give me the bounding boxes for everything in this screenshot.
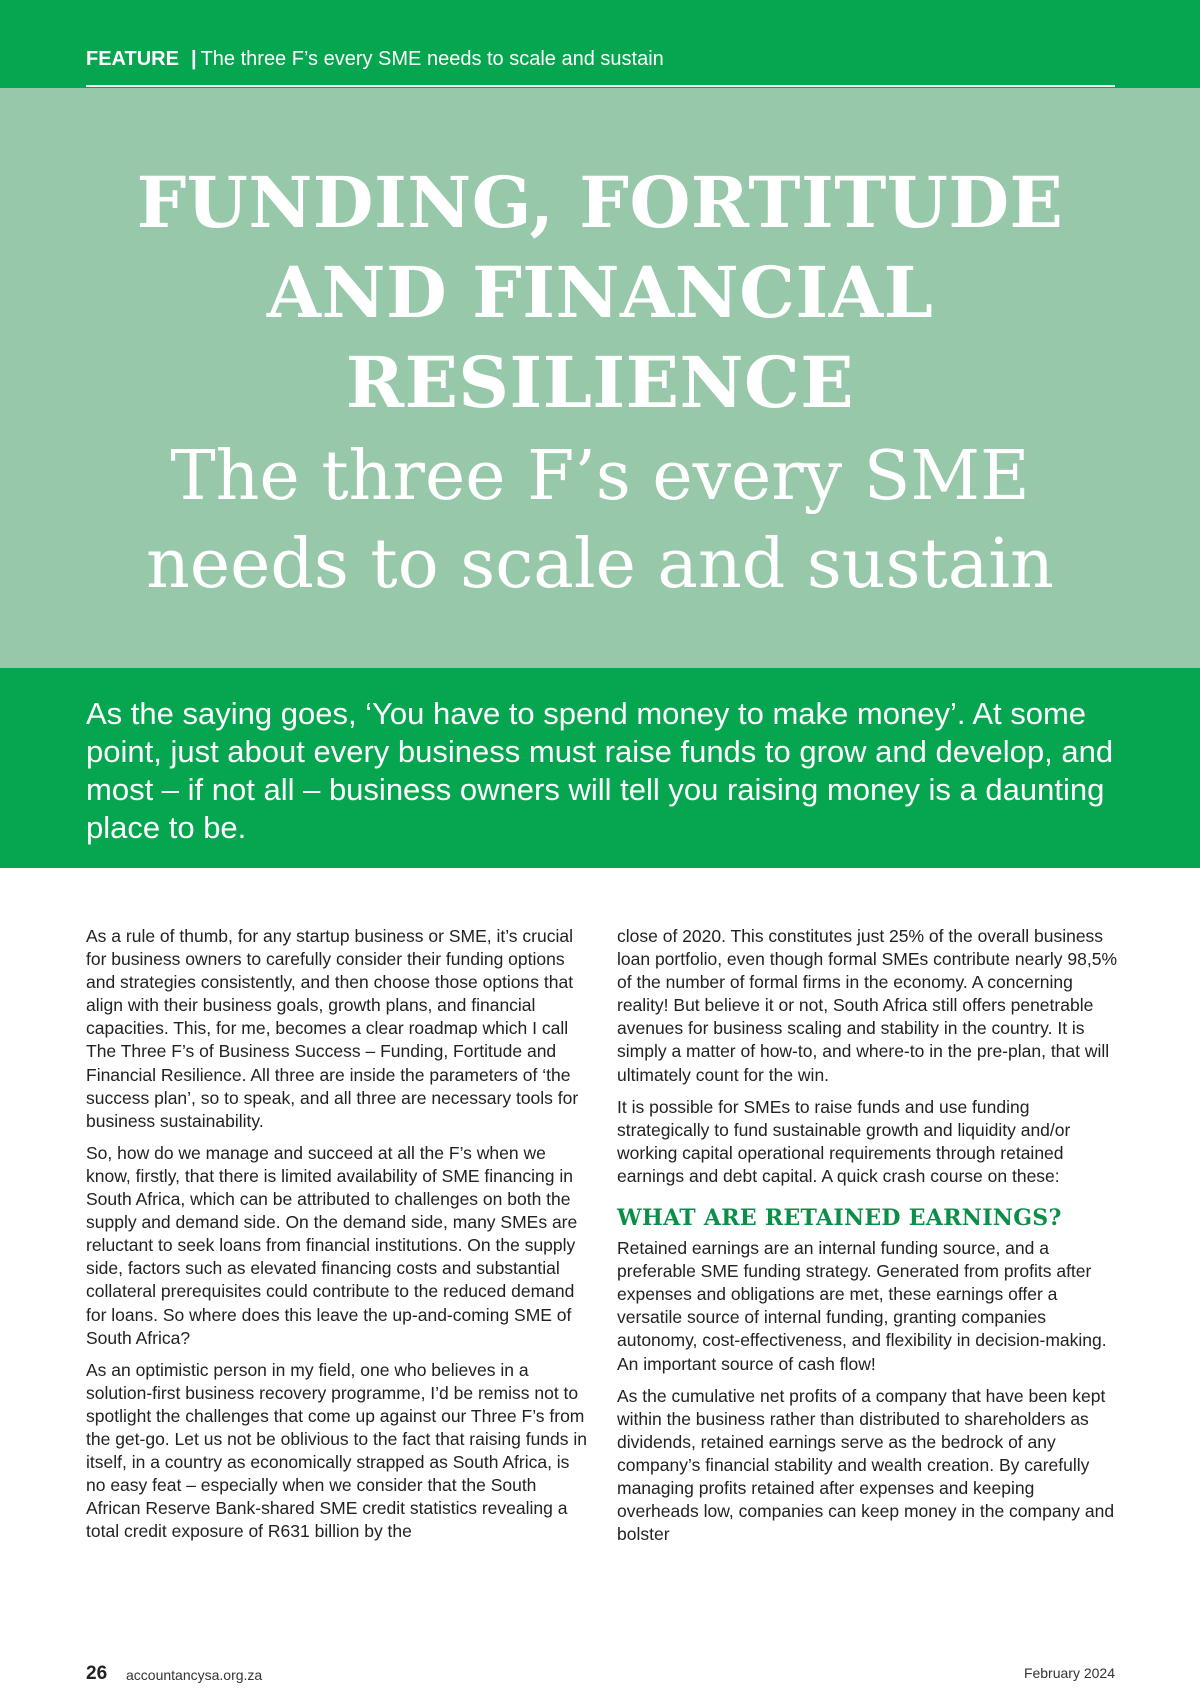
section-heading: WHAT ARE RETAINED EARNINGS? [617,1205,1062,1232]
header-rule [86,85,1115,87]
page-number: 26 [86,1663,108,1684]
running-header-subtitle: The three F’s every SME needs to scale and sustain [200,48,664,70]
section-label: FEATURE [86,48,179,70]
hero-panel [0,88,1200,668]
top-banner [0,0,1200,88]
body-column-right [617,925,1117,1555]
header-separator: | [190,48,197,70]
article-subtitle [40,433,1160,609]
article-title [40,158,1160,428]
body-paragraph: As a rule of thumb, for any startup business or SME, it’s crucial for business owners to carefully consider their funding options and strategies consistently, and then choose those options that align with their business goals, growth plans, and financial capacities. This, for me, becomes a clear roadmap which I call The Three F’s of Business Success – Funding, Fortitude and Financial Resilience. All three are inside the parameters of ‘the success plan’, so to speak, and all three are necessary tools for business sustainability. [86,926,579,1131]
body-paragraph: So, how do we manage and succeed at all the F’s when we know, firstly, that there is limited availability of SME financing in South Africa, which can be attributed to challenges on both the supply and demand side. On the demand side, many SMEs are reluctant to seek loans from financial institutions. On the supply side, factors such as elevated financing costs and substantial collateral prerequisites could contribute to the reduced demand for loans. So where does this leave the up-and-coming SME of South Africa? [86,1142,578,1348]
title-line: AND FINANCIAL [266,251,934,334]
body-paragraph: close of 2020. This constitutes just 25% of the overall business loan portfolio, even though formal SMEs contribute nearly 98,5% of the number of formal firms in the economy. A concerning reality! But believe it or not, South Africa still offers penetrable avenues for business scaling and stability in the country. It is simply a matter of how-to, and where-to in the pre-plan, that will ultimately count for the win. [617,926,1118,1085]
body-paragraph: As the cumulative net profits of a company that have been kept within the business rather than distributed to shareholders as dividends, retained earnings serve as the bedrock of any company’s financial stability and wealth creation. By carefully managing profits retained after expenses and keeping overheads low, companies can keep money in the company and bolster [617,1385,1115,1545]
body-column-left [86,925,591,1552]
subtitle-line: needs to scale and sustain [146,525,1054,604]
standfirst-panel [0,668,1200,868]
standfirst-text: As the saying goes, ‘You have to spend money to make money’. At some point, just about every business must raise funds to grow and develop, and most – if not all – business owners will tell you raising money is a daunting place to be. [86,696,1114,845]
issue-date: February 2024 [1023,1665,1115,1681]
subtitle-line: The three F’s every SME [170,437,1030,516]
footer-website: accountancysa.org.za [126,1667,263,1683]
running-header [86,47,664,71]
title-line: FUNDING, FORTITUDE [136,161,1064,244]
body-paragraph: As an optimistic person in my field, one who believes in a solution-first business recovery programme, I’d be remiss not to spotlight the challenges that come up against our Three F’s from the get-go. Let us not be oblivious to the fact that raising funds in itself, in a country as economically strapped as South Africa, is no easy feat – especially when we consider that the South African Reserve Bank-shared SME credit statistics revealing a total credit exposure of R631 billion by the [86,1359,588,1542]
body-paragraph: Retained earnings are an internal funding source, and a preferable SME funding strategy. Generated from profits after expenses and obligations are met, these earnings offer a versatile source of internal funding, granting companies autonomy, cost-effectiveness, and flexibility in decision-making. An important source of cash flow! [617,1238,1107,1374]
title-line: RESILIENCE [345,341,855,424]
body-paragraph: It is possible for SMEs to raise funds and use funding strategically to fund sustainable growth and liquidity and/or working capital operational requirements through retained earnings and debt capital. A quick crash course on these: [617,1096,1071,1186]
